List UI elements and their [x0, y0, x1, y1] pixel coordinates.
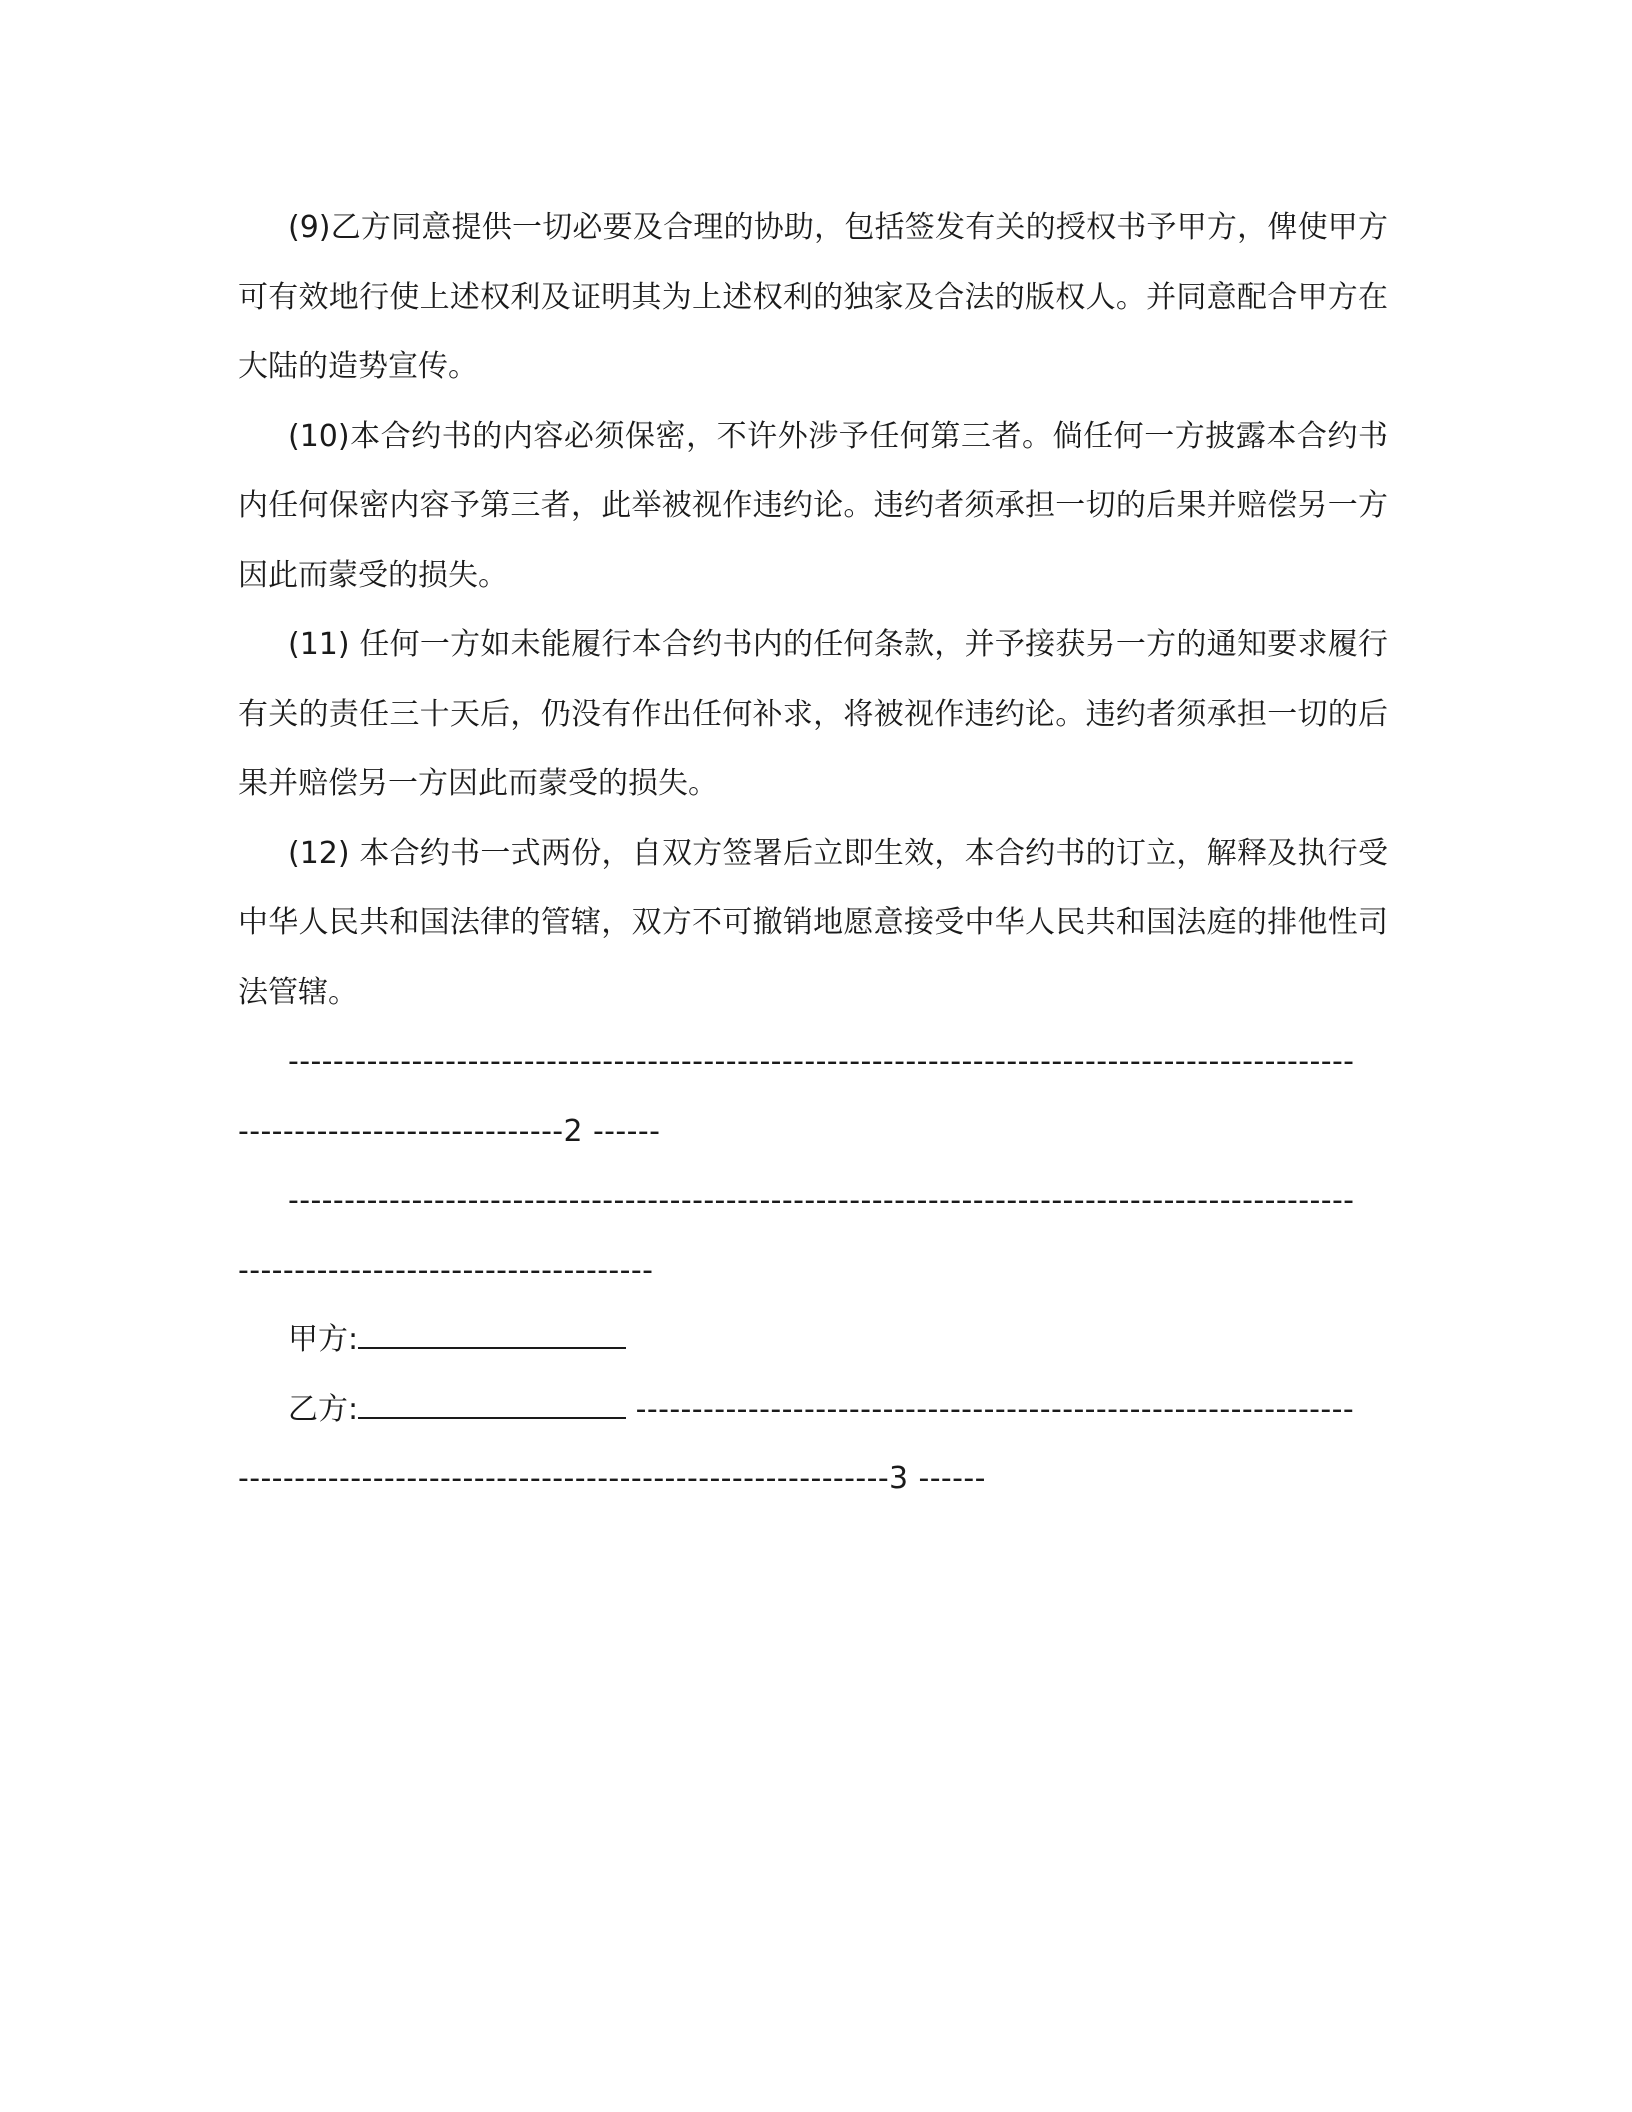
separator-line: ----------------------------------------------------------------------------------------------- [288, 1183, 1355, 1218]
separator-dashes: ---------------------------------------------------------------- [635, 1391, 1355, 1427]
party-a-signature-row [238, 1305, 1388, 1375]
clause-11: (11) 任何一方如未能履行本合约书内的任何条款，并予接获另一方的通知要求履行有关的责任三十天后，仍没有作出任何补求，将被视作违约论。违约者须承担一切的后果并赔偿另一方因此而蒙受的损失。 [238, 627, 1388, 801]
clause-10: (10)本合约书的内容必须保密，不许外涉予任何第三者。倘任何一方披露本合约书内任何保密内容予第三者，此举被视作违约论。违约者须承担一切的后果并赔偿另一方因此而蒙受的损失。 [238, 418, 1388, 593]
page-number-2-line: -----------------------------2 ------ [238, 1113, 661, 1149]
party-b-signature-row [238, 1375, 1388, 1445]
party-a-signature-blank [358, 1321, 626, 1349]
page-number-3-line: ----------------------------------------------------------3 ------ [238, 1461, 986, 1496]
party-b-label: 乙方: [288, 1391, 359, 1427]
clause-9: (9)乙方同意提供一切必要及合理的协助，包括签发有关的授权书予甲方，俾使甲方可有效地行使上述权利及证明其为上述权利的独家及合法的版权人。并同意配合甲方在大陆的造势宣传。 [238, 210, 1388, 384]
separator-line: ----------------------------------------------------------------------------------------------- [288, 1044, 1355, 1079]
separator-line: ------------------------------------- [238, 1252, 654, 1288]
clause-12: (12) 本合约书一式两份，自双方签署后立即生效，本合约书的订立，解释及执行受中华人民共和国法律的管辖，双方不可撤销地愿意接受中华人民共和国法庭的排他性司法管辖。 [238, 835, 1388, 1010]
party-a-label: 甲方: [288, 1322, 359, 1357]
party-b-signature-blank [358, 1391, 626, 1419]
document-body [238, 193, 1388, 1514]
